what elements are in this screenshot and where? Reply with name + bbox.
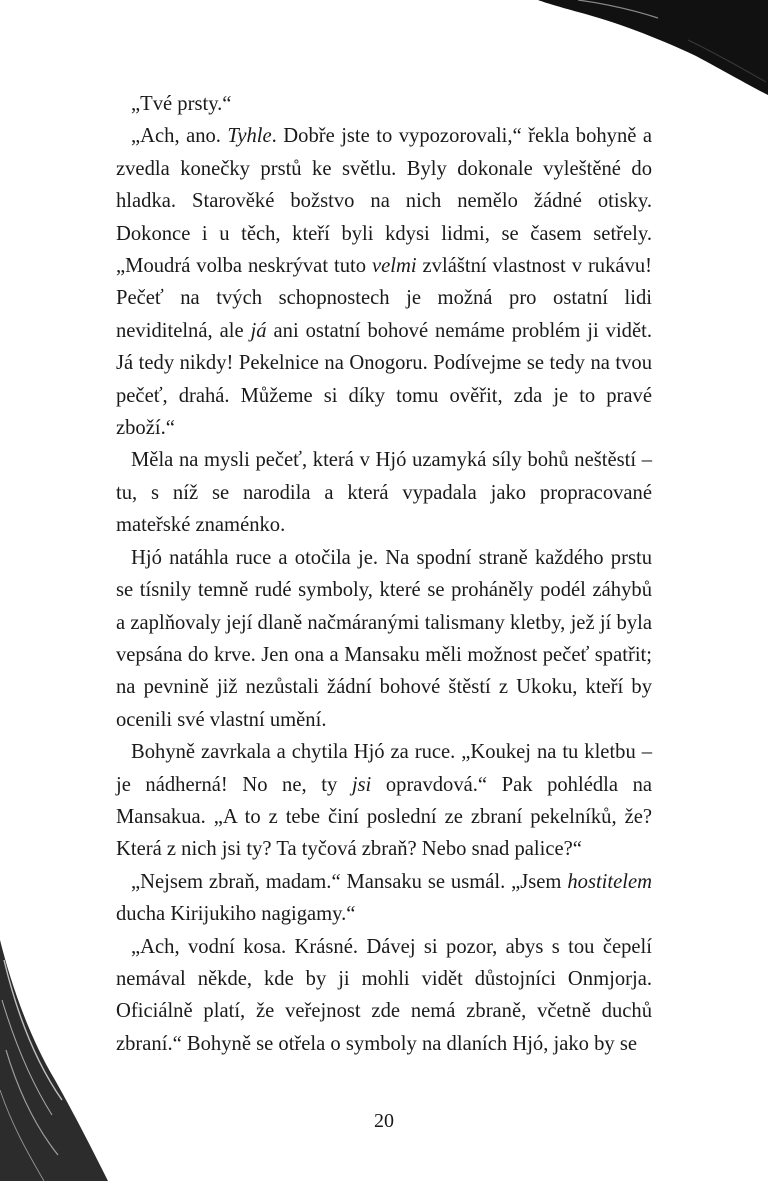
text-run: Hjó natáhla ruce a otočila je. Na spodní straně každého prstu se tísnily temně rudé symboly, které se proháněly podél záhybů a zaplňovaly její dlaně načmáranými talismany kletby, jež jí byla vepsána do krve. Jen ona a Mansaku měli možnost pečeť spatřit; na pevnině již nezůstali žádní bohové štěstí z Ukoku, kteří by ocenili své vlastní umění. [116, 546, 652, 731]
text-run: zvláštní vlastnost v rukávu! Pečeť na tvých schopnostech je možná pro ostatní lidi neviditelná, ale [116, 255, 652, 342]
paragraph [116, 542, 652, 736]
text-run: „Ach, vodní kosa. Krásné. Dávej si pozor, abys s tou čepelí nemával někde, kde by ji mohli vidět důstojníci Onmjorja. Oficiálně platí, že veřejnost zde nemá zbraně, včetně duchů zbraní.“ Bohyně se otřela o symboly na dlaních Hjó, jako by se [116, 935, 652, 1055]
text-run: ducha Kirijukiho nagigamy.“ [116, 903, 356, 926]
text-run: opravdová.“ Pak pohlédla na Mansakua. „A to z tebe činí poslední ze zbraní pekelníků, že? Která z nich jsi ty? Ta tyčová zbraň? Nebo snad palice?“ [116, 773, 653, 861]
italic-text: jsi [351, 773, 372, 796]
body-text [116, 88, 652, 1060]
paragraph [116, 88, 652, 120]
text-run: ani ostatní bohové nemáme problém ji vidět. Já tedy nikdy! Pekelnice na Onogoru. Podívejme se tedy na tvou pečeť, drahá. Můžeme si díky tomu ověřit, zda je to pravé zboží.“ [116, 319, 652, 440]
text-run: „Ach, ano. [131, 125, 228, 148]
paragraph [116, 120, 652, 444]
page-number: 20 [374, 1110, 394, 1132]
paragraph [116, 866, 652, 931]
paragraph [116, 931, 652, 1061]
text-run: . Dobře jste to vypozorovali,“ řekla bohyně a zvedla konečky prstů ke světlu. Byly dokonale vyleštěné do hladka. Starověké božstvo na nich nemělo žádné otisky. Dokonce i u těch, kteří byli kdysi lidmi, se časem setřely. „Moudrá volba neskrývat tuto [116, 125, 653, 278]
italic-text: velmi [371, 255, 417, 278]
paragraph [116, 444, 652, 541]
ink-brush-stroke-bottom-left [0, 940, 110, 1181]
text-run: Bohyně zavrkala a chytila Hjó za ruce. „Koukej na tu kletbu – je nádherná! No ne, ty [116, 741, 652, 796]
ink-brush-stroke-top-right [538, 0, 768, 95]
italic-text: já [250, 319, 267, 342]
text-run: Měla na mysli pečeť, která v Hjó uzamyká síly bohů neštěstí – tu, s níž se narodila a která vypadala jako propracované mateřské znaménko. [116, 449, 652, 537]
italic-text: hostitelem [567, 870, 652, 893]
paragraph [116, 736, 652, 866]
text-run: „Tvé prsty.“ [131, 93, 232, 115]
italic-text: Tyhle [227, 125, 272, 148]
text-run: „Nejsem zbraň, madam.“ Mansaku se usmál. „Jsem [131, 870, 568, 893]
